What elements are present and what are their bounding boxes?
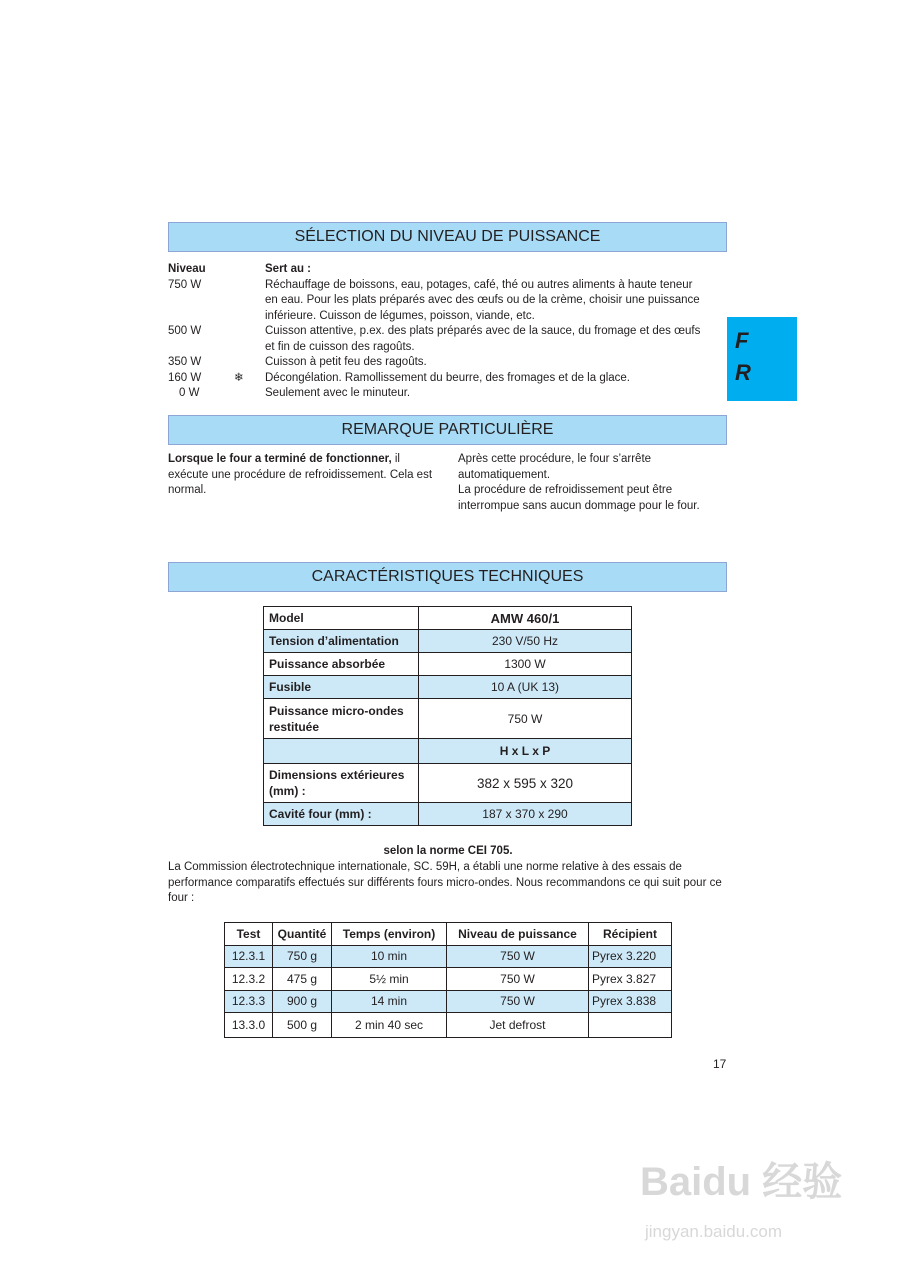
level: 500 W xyxy=(168,325,202,337)
level: 0 W xyxy=(179,387,200,399)
test-table xyxy=(224,922,672,1038)
table-row xyxy=(264,630,632,653)
spec-value: 10 A (UK 13) xyxy=(419,676,632,699)
cell: 13.3.0 xyxy=(225,1013,273,1038)
cell: 14 min xyxy=(332,990,447,1013)
spec-table xyxy=(263,606,632,826)
cell: 2 min 40 sec xyxy=(332,1013,447,1038)
level: 750 W xyxy=(168,278,202,291)
table-row xyxy=(264,764,632,803)
cell xyxy=(589,1013,672,1038)
table-row xyxy=(225,945,672,968)
remark-text: La procédure de refroidissement peut être interrompue sans aucun dommage pour le four. xyxy=(458,484,700,512)
col-header: Test xyxy=(225,923,273,946)
col-header: Temps (environ) xyxy=(332,923,447,946)
use: Cuisson attentive, p.ex. des plats préparés avec de la sauce, du fromage et des œufs xyxy=(265,325,701,337)
cell: 12.3.1 xyxy=(225,945,273,968)
spec-value: 230 V/50 Hz xyxy=(419,630,632,653)
remark-text: il exécute une procédure de refroidissement. Cela est normal. xyxy=(168,453,433,496)
cell: 750 W xyxy=(447,945,589,968)
use: Décongélation. Ramollissement du beurre, des fromages et de la glace. xyxy=(265,371,631,384)
cell: 750 g xyxy=(273,945,332,968)
spec-value: 187 x 370 x 290 xyxy=(419,803,632,826)
table-header xyxy=(225,923,672,946)
remark-right xyxy=(458,452,726,514)
spec-value: H x L x P xyxy=(419,739,632,764)
cell: 475 g xyxy=(273,968,332,991)
table-row xyxy=(264,739,632,764)
cell: Pyrex 3.838 xyxy=(589,990,672,1013)
spec-key: Cavité four (mm) : xyxy=(264,803,419,826)
remark-left xyxy=(168,452,433,499)
table-row xyxy=(264,676,632,699)
table-row xyxy=(225,990,672,1013)
spec-value: 1300 W xyxy=(419,653,632,676)
cell: 750 W xyxy=(447,968,589,991)
cell: 10 min xyxy=(332,945,447,968)
section-header-power-level: SÉLECTION DU NIVEAU DE PUISSANCE xyxy=(168,222,727,252)
cell: Pyrex 3.220 xyxy=(589,945,672,968)
table-row xyxy=(225,1013,672,1038)
use: Cuisson à petit feu des ragoûts. xyxy=(265,356,427,368)
remark-bold: Lorsque le four a terminé de fonctionner, xyxy=(168,453,392,465)
spec-key: Puissance micro-ondes restituée xyxy=(264,699,419,739)
use: Réchauffage de boissons, eau, potages, café, thé ou autres aliments à haute teneur xyxy=(265,278,693,291)
lang-letter: F xyxy=(735,328,749,353)
table-row xyxy=(225,968,672,991)
language-tab xyxy=(727,317,797,401)
use: inférieure. Cuisson de légumes, poisson, viande, etc. xyxy=(265,309,535,322)
col-header: Niveau de puissance xyxy=(447,923,589,946)
section-header-specs: CARACTÉRISTIQUES TECHNIQUES xyxy=(168,562,727,592)
cell: 750 W xyxy=(447,990,589,1013)
defrost-icon: ❄ xyxy=(234,371,244,384)
col-level-header: Niveau xyxy=(168,263,206,275)
use: en eau. Pour les plats préparés avec des œufs ou de la crème, choisir une puissance xyxy=(265,294,700,306)
col-header: Quantité xyxy=(273,923,332,946)
table-row xyxy=(264,699,632,739)
spec-value: AMW 460/1 xyxy=(419,607,632,630)
spec-value: 382 x 595 x 320 xyxy=(419,764,632,803)
page-number: 17 xyxy=(713,1057,727,1071)
spec-key: Dimensions extérieures (mm) : xyxy=(264,764,419,803)
cell: 500 g xyxy=(273,1013,332,1038)
table-row xyxy=(264,803,632,826)
spec-key: Tension d’alimentation xyxy=(264,630,419,653)
cell: Jet defrost xyxy=(447,1013,589,1038)
lang-letter: R xyxy=(735,360,751,385)
remark-text: Après cette procédure, le four s’arrête automatiquement. xyxy=(458,453,652,481)
cell: 12.3.3 xyxy=(225,990,273,1013)
spec-key: Fusible xyxy=(264,676,419,699)
use: et fin de cuisson des ragoûts. xyxy=(265,340,415,353)
norm-title: selon la norme CEI 705. xyxy=(383,845,513,857)
spec-value: 750 W xyxy=(419,699,632,739)
level: 350 W xyxy=(168,356,202,368)
spec-key: Puissance absorbée xyxy=(264,653,419,676)
use: Seulement avec le minuteur. xyxy=(265,387,411,399)
watermark-logo: Baidu 经验 xyxy=(640,1160,843,1204)
watermark-url: jingyan.baidu.com xyxy=(645,1222,783,1241)
cell: Pyrex 3.827 xyxy=(589,968,672,991)
cell: 12.3.2 xyxy=(225,968,273,991)
col-header: Récipient xyxy=(589,923,672,946)
table-row xyxy=(264,607,632,630)
level: 160 W xyxy=(168,371,202,384)
cell: 5½ min xyxy=(332,968,447,991)
table-row xyxy=(264,653,632,676)
norm-text: La Commission électrotechnique internationale, SC. 59H, a établi une norme relative à des essais de performance comparatifs effectués sur différents fours micro-ondes. Nous recommandons ce qui suit pour ce four : xyxy=(168,861,722,904)
spec-key xyxy=(264,739,419,764)
cell: 900 g xyxy=(273,990,332,1013)
power-level-list xyxy=(168,262,728,402)
col-use-header: Sert au : xyxy=(265,263,312,275)
section-header-remark: REMARQUE PARTICULIÈRE xyxy=(168,415,727,445)
spec-key: Model xyxy=(264,607,419,630)
